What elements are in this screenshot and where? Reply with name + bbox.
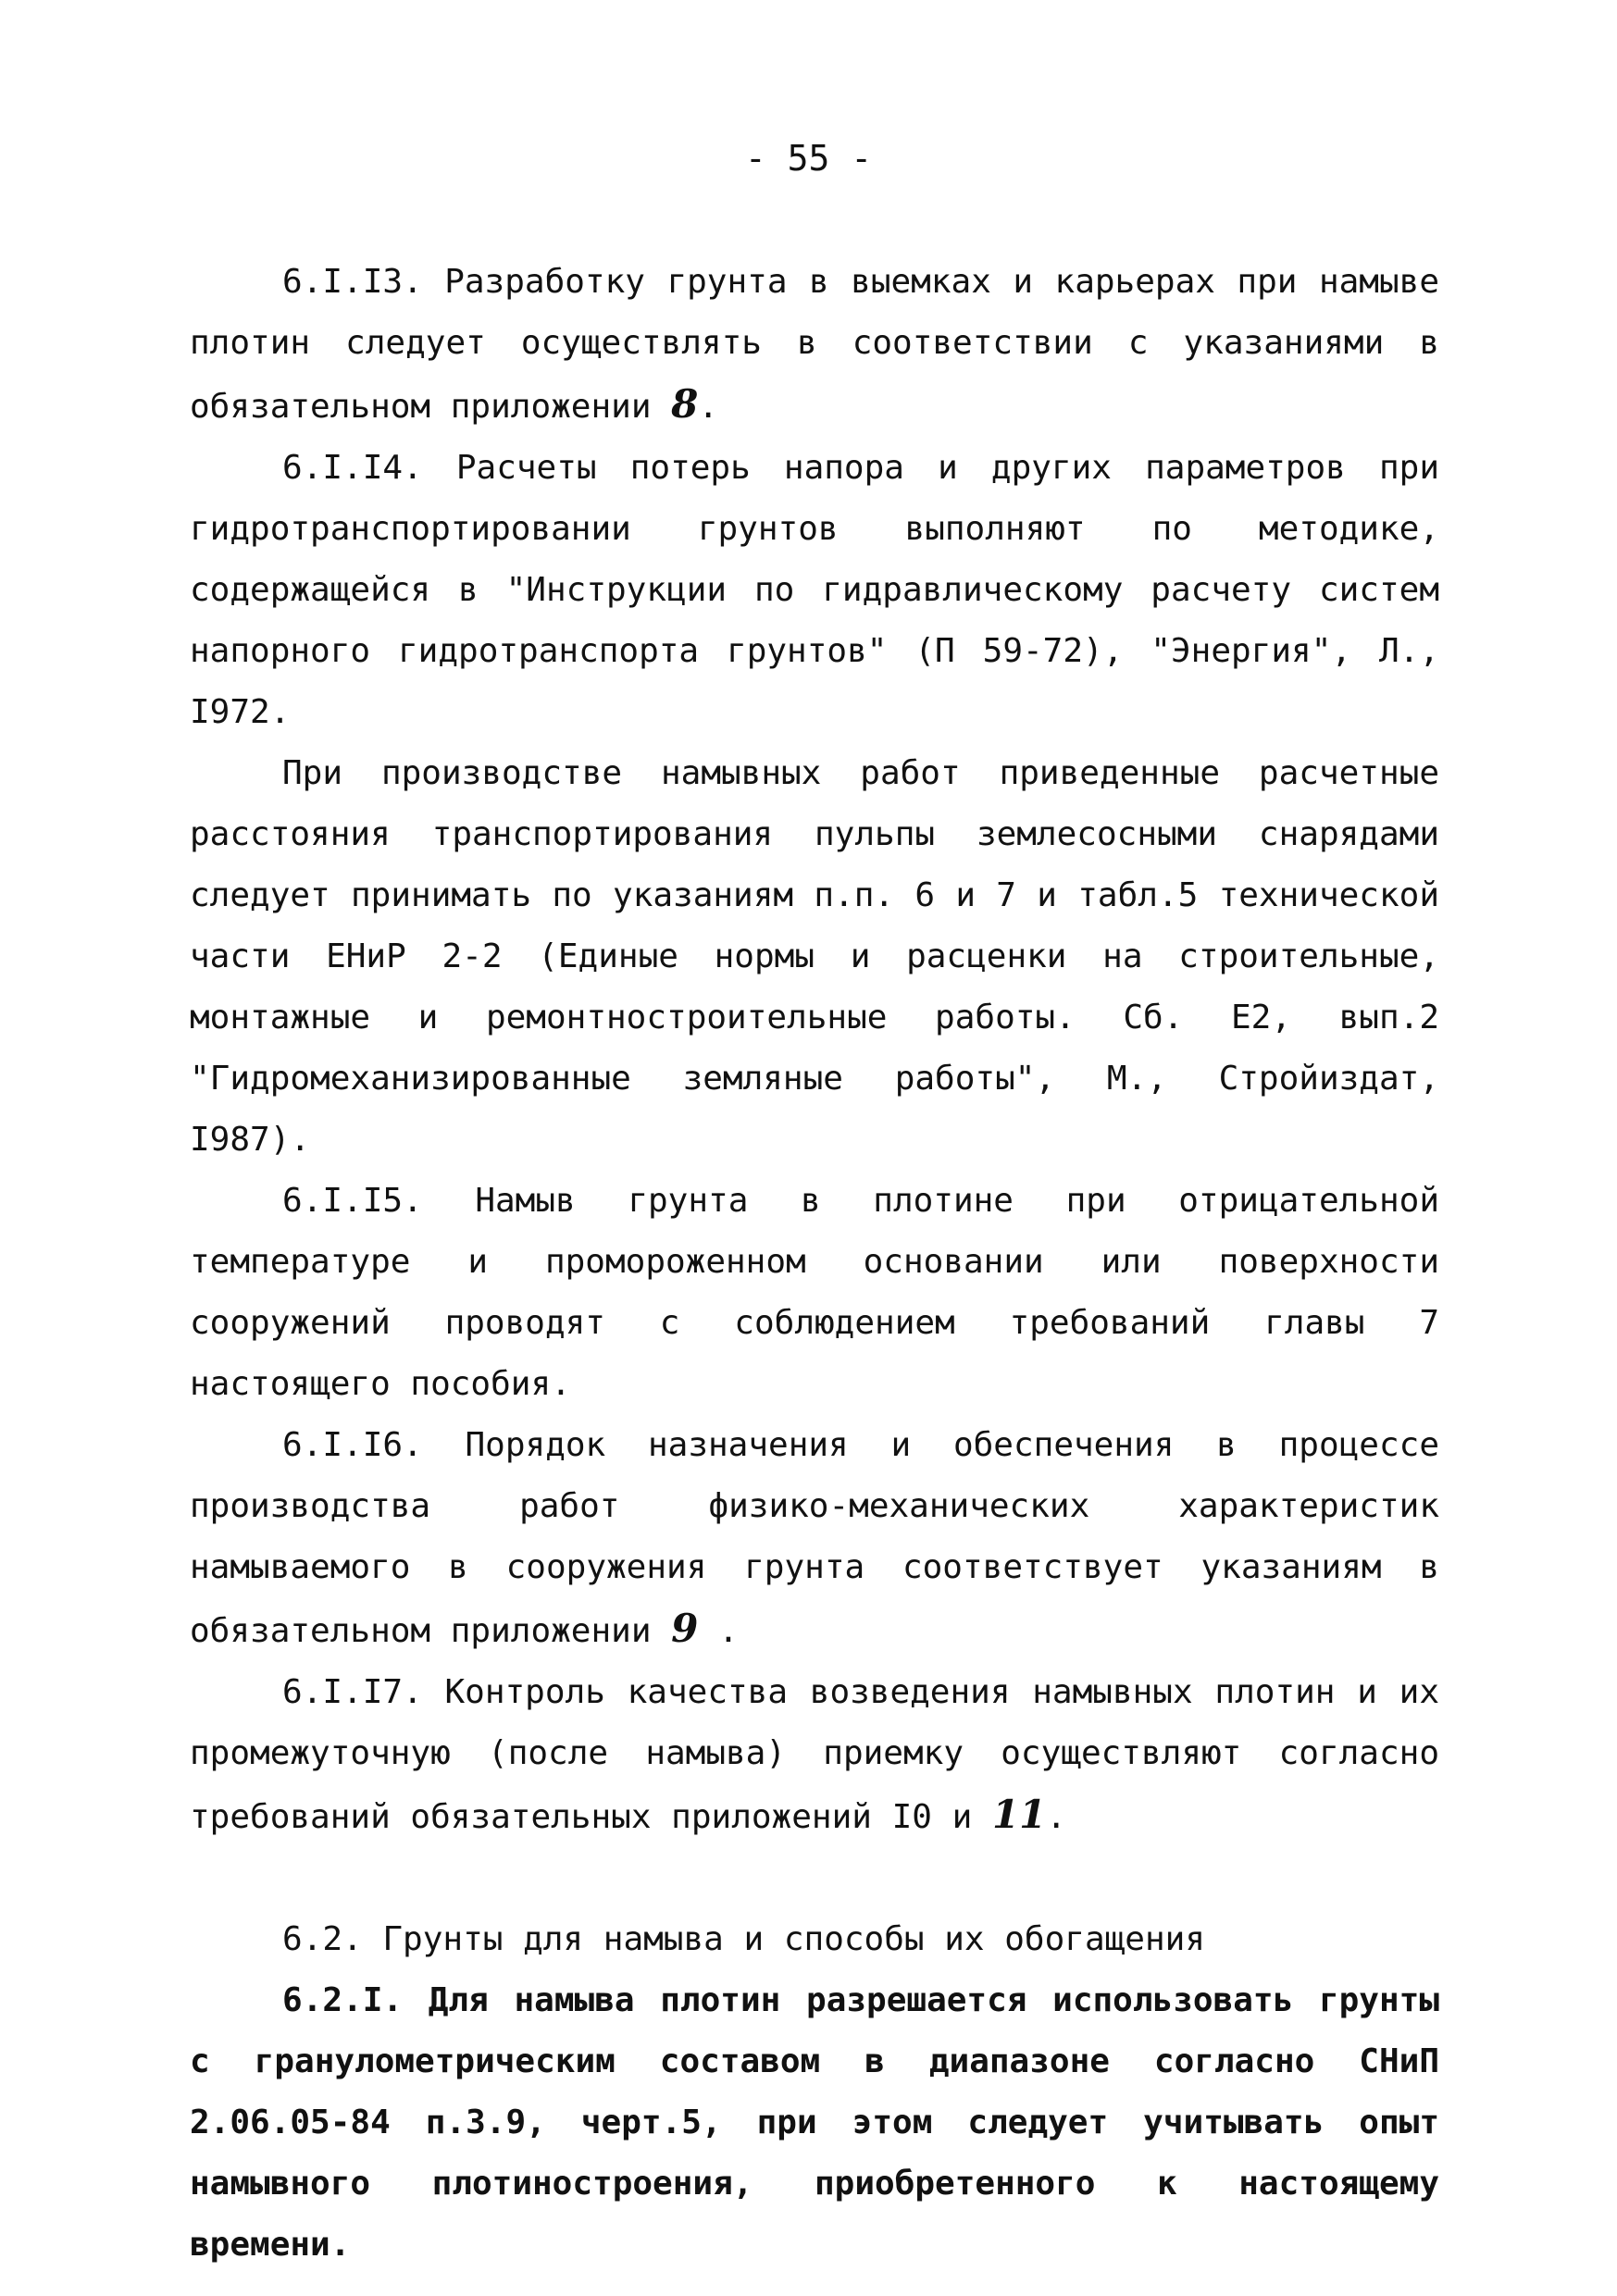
page-number: - 55 - xyxy=(744,138,873,179)
handwritten-appendix-number: 11 xyxy=(991,1792,1047,1837)
paragraph-text: 6.I.I6. Порядок назначения и обеспечения в процессе производства работ физико-механических характеристик намываемого в сооружения грунта соответствует указаниям в обязательном приложении xyxy=(190,1426,1439,1650)
paragraph-6-1-15: 6.I.I5. Намыв грунта в плотине при отрицательной температуре и промороженном основании или поверхности сооружений проводят с соблюдением требований главы 7 настоящего пособия. xyxy=(190,1182,1439,1403)
paragraph-production: При производстве намывных работ приведенные расчетные расстояния транспортирования пульпы землесосными снарядами следует принимать по указаниям п.п. 6 и 7 и табл.5 технической части ЕНиР 2-2 (Единые нормы и расценки на строительные, монтажные и ремонтностроительные работы. Сб. Е2, вып.2 "Гидромеханизированные земляные работы", М., Стройиздат, I987). xyxy=(190,754,1439,1159)
paragraph-6-1-17 xyxy=(190,1662,1439,1848)
paragraph-6-1-16 xyxy=(190,1415,1439,1662)
paragraph-6-1-13 xyxy=(190,252,1439,438)
section-heading-6-2: 6.2. Грунты для намыва и способы их обогащения xyxy=(282,1920,1205,1958)
paragraph-tail: . xyxy=(1046,1798,1067,1836)
paragraph-tail: . xyxy=(698,1612,739,1650)
paragraph-6-1-14: 6.I.I4. Расчеты потерь напора и других параметров при гидротранспортировании грунтов выполняют по методике, содержащейся в "Инструкции по гидравлическому расчету систем напорного гидротранспорта грунтов" (П 59-72), "Энергия", Л., I972. xyxy=(190,449,1439,731)
handwritten-appendix-number: 9 xyxy=(671,1606,699,1651)
paragraph-text: 6.I.I7. Контроль качества возведения намывных плотин и их промежуточную (после намыва) приемку осуществляют согласно требований обязательных приложений I0 и xyxy=(190,1673,1439,1836)
handwritten-appendix-number: 8 xyxy=(671,381,699,427)
paragraph-tail: . xyxy=(698,388,719,426)
paragraph-text: 6.I.I3. Разработку грунта в выемках и карьерах при намыве плотин следует осуществлять в соответствии с указаниями в обязательном приложении xyxy=(190,263,1439,426)
page-content xyxy=(190,252,1439,2276)
paragraph-6-2-1: 6.2.I. Для намыва плотин разрешается использовать грунты с гранулометрическим составом в диапазоне согласно СНиП 2.06.05-84 п.3.9, черт.5, при этом следует учитывать опыт намывного плотиностроения, приобретенного к настоящему времени. xyxy=(190,1981,1439,2264)
